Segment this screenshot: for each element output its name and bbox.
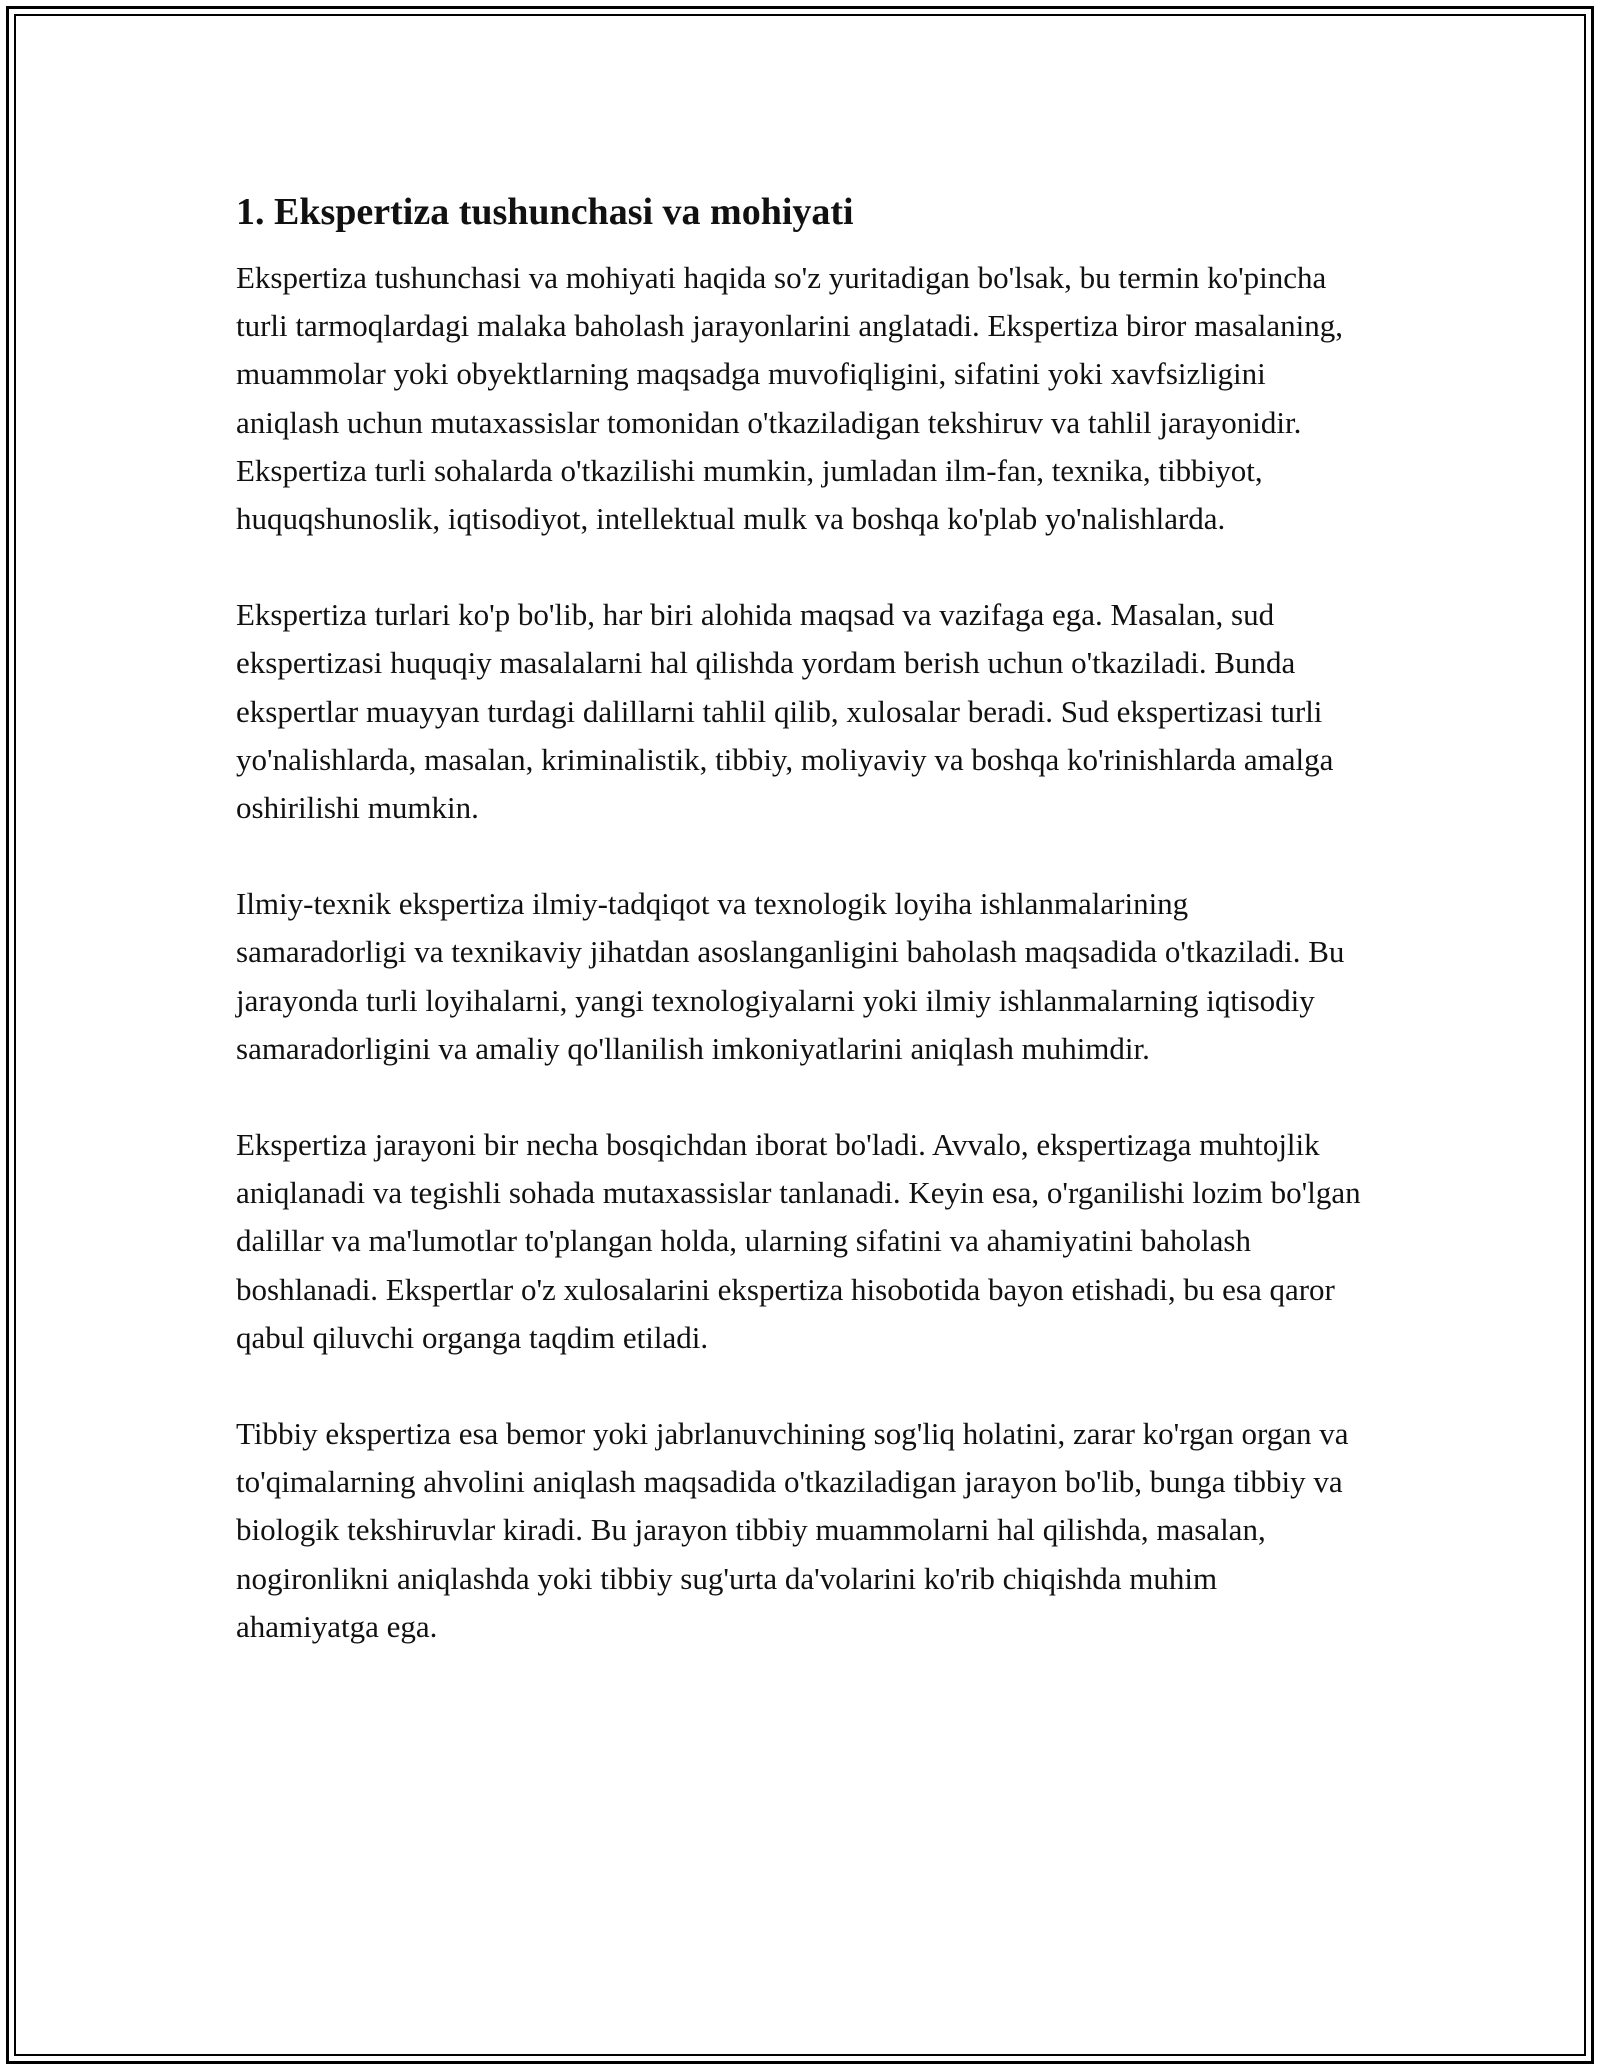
document-body bbox=[236, 186, 1366, 1699]
paragraph-5: Tibbiy ekspertiza esa bemor yoki jabrlanuvchining sog'liq holatini, zarar ko'rgan organ va to'qimalarning ahvolini aniqlash maqsadida o'tkaziladigan jarayon bo'lib, bunga tibbiy va biologik tekshiruvlar kiradi. Bu jarayon tibbiy muammolarni hal qilishda, masalan, nogironlikni aniqlashda yoki tibbiy sug'urta da'volarini ko'rib chiqishda muhim ahamiyatga ega. bbox=[236, 1416, 1349, 1644]
section-heading: 1. Ekspertiza tushunchasi va mohiyati bbox=[236, 191, 854, 233]
paragraph-3: Ilmiy-texnik ekspertiza ilmiy-tadqiqot va texnologik loyiha ishlanmalarining samaradorligi va texnikaviy jihatdan asoslanganligini baholash maqsadida o'tkaziladi. Bu jarayonda turli loyihalarni, yangi texnologiyalarni yoki ilmiy ishlanmalarning iqtisodiy samaradorligini va amaliy qo'llanilish imkoniyatlarini aniqlash muhimdir. bbox=[236, 886, 1345, 1066]
paragraph-4: Ekspertiza jarayoni bir necha bosqichdan iborat bo'ladi. Avvalo, ekspertizaga muhtojlik aniqlanadi va tegishli sohada mutaxassislar tanlanadi. Keyin esa, o'rganilishi lozim bo'lgan dalillar va ma'lumotlar to'plangan holda, ularning sifatini va ahamiyatini baholash boshlanadi. Ekspertlar o'z xulosalarini ekspertiza hisobotida bayon etishadi, bu esa qaror qabul qiluvchi organga taqdim etiladi. bbox=[236, 1127, 1361, 1355]
paragraph-2: Ekspertiza turlari ko'p bo'lib, har biri alohida maqsad va vazifaga ega. Masalan, sud ekspertizasi huquqiy masalalarni hal qilishda yordam berish uchun o'tkaziladi. Bunda ekspertlar muayyan turdagi dalillarni tahlil qilib, xulosalar beradi. Sud ekspertizasi turli yo'nalishlarda, masalan, kriminalistik, tibbiy, moliyaviy va boshqa ko'rinishlarda amalga oshirilishi mumkin. bbox=[236, 597, 1334, 826]
paragraph-1: Ekspertiza tushunchasi va mohiyati haqida so'z yuritadigan bo'lsak, bu termin ko'pincha turli tarmoqlardagi malaka baholash jarayonlarini anglatadi. Ekspertiza biror masalaning, muammolar yoki obyektlarning maqsadga muvofiqligini, sifatini yoki xavfsizligini aniqlash uchun mutaxassislar tomonidan o'tkaziladigan tekshiruv va tahlil jarayonidir. Ekspertiza turli sohalarda o'tkazilishi mumkin, jumladan ilm-fan, texnika, tibbiyot, huquqshunoslik, iqtisodiyot, intellektual mulk va boshqa ko'plab yo'nalishlarda. bbox=[236, 260, 1343, 537]
